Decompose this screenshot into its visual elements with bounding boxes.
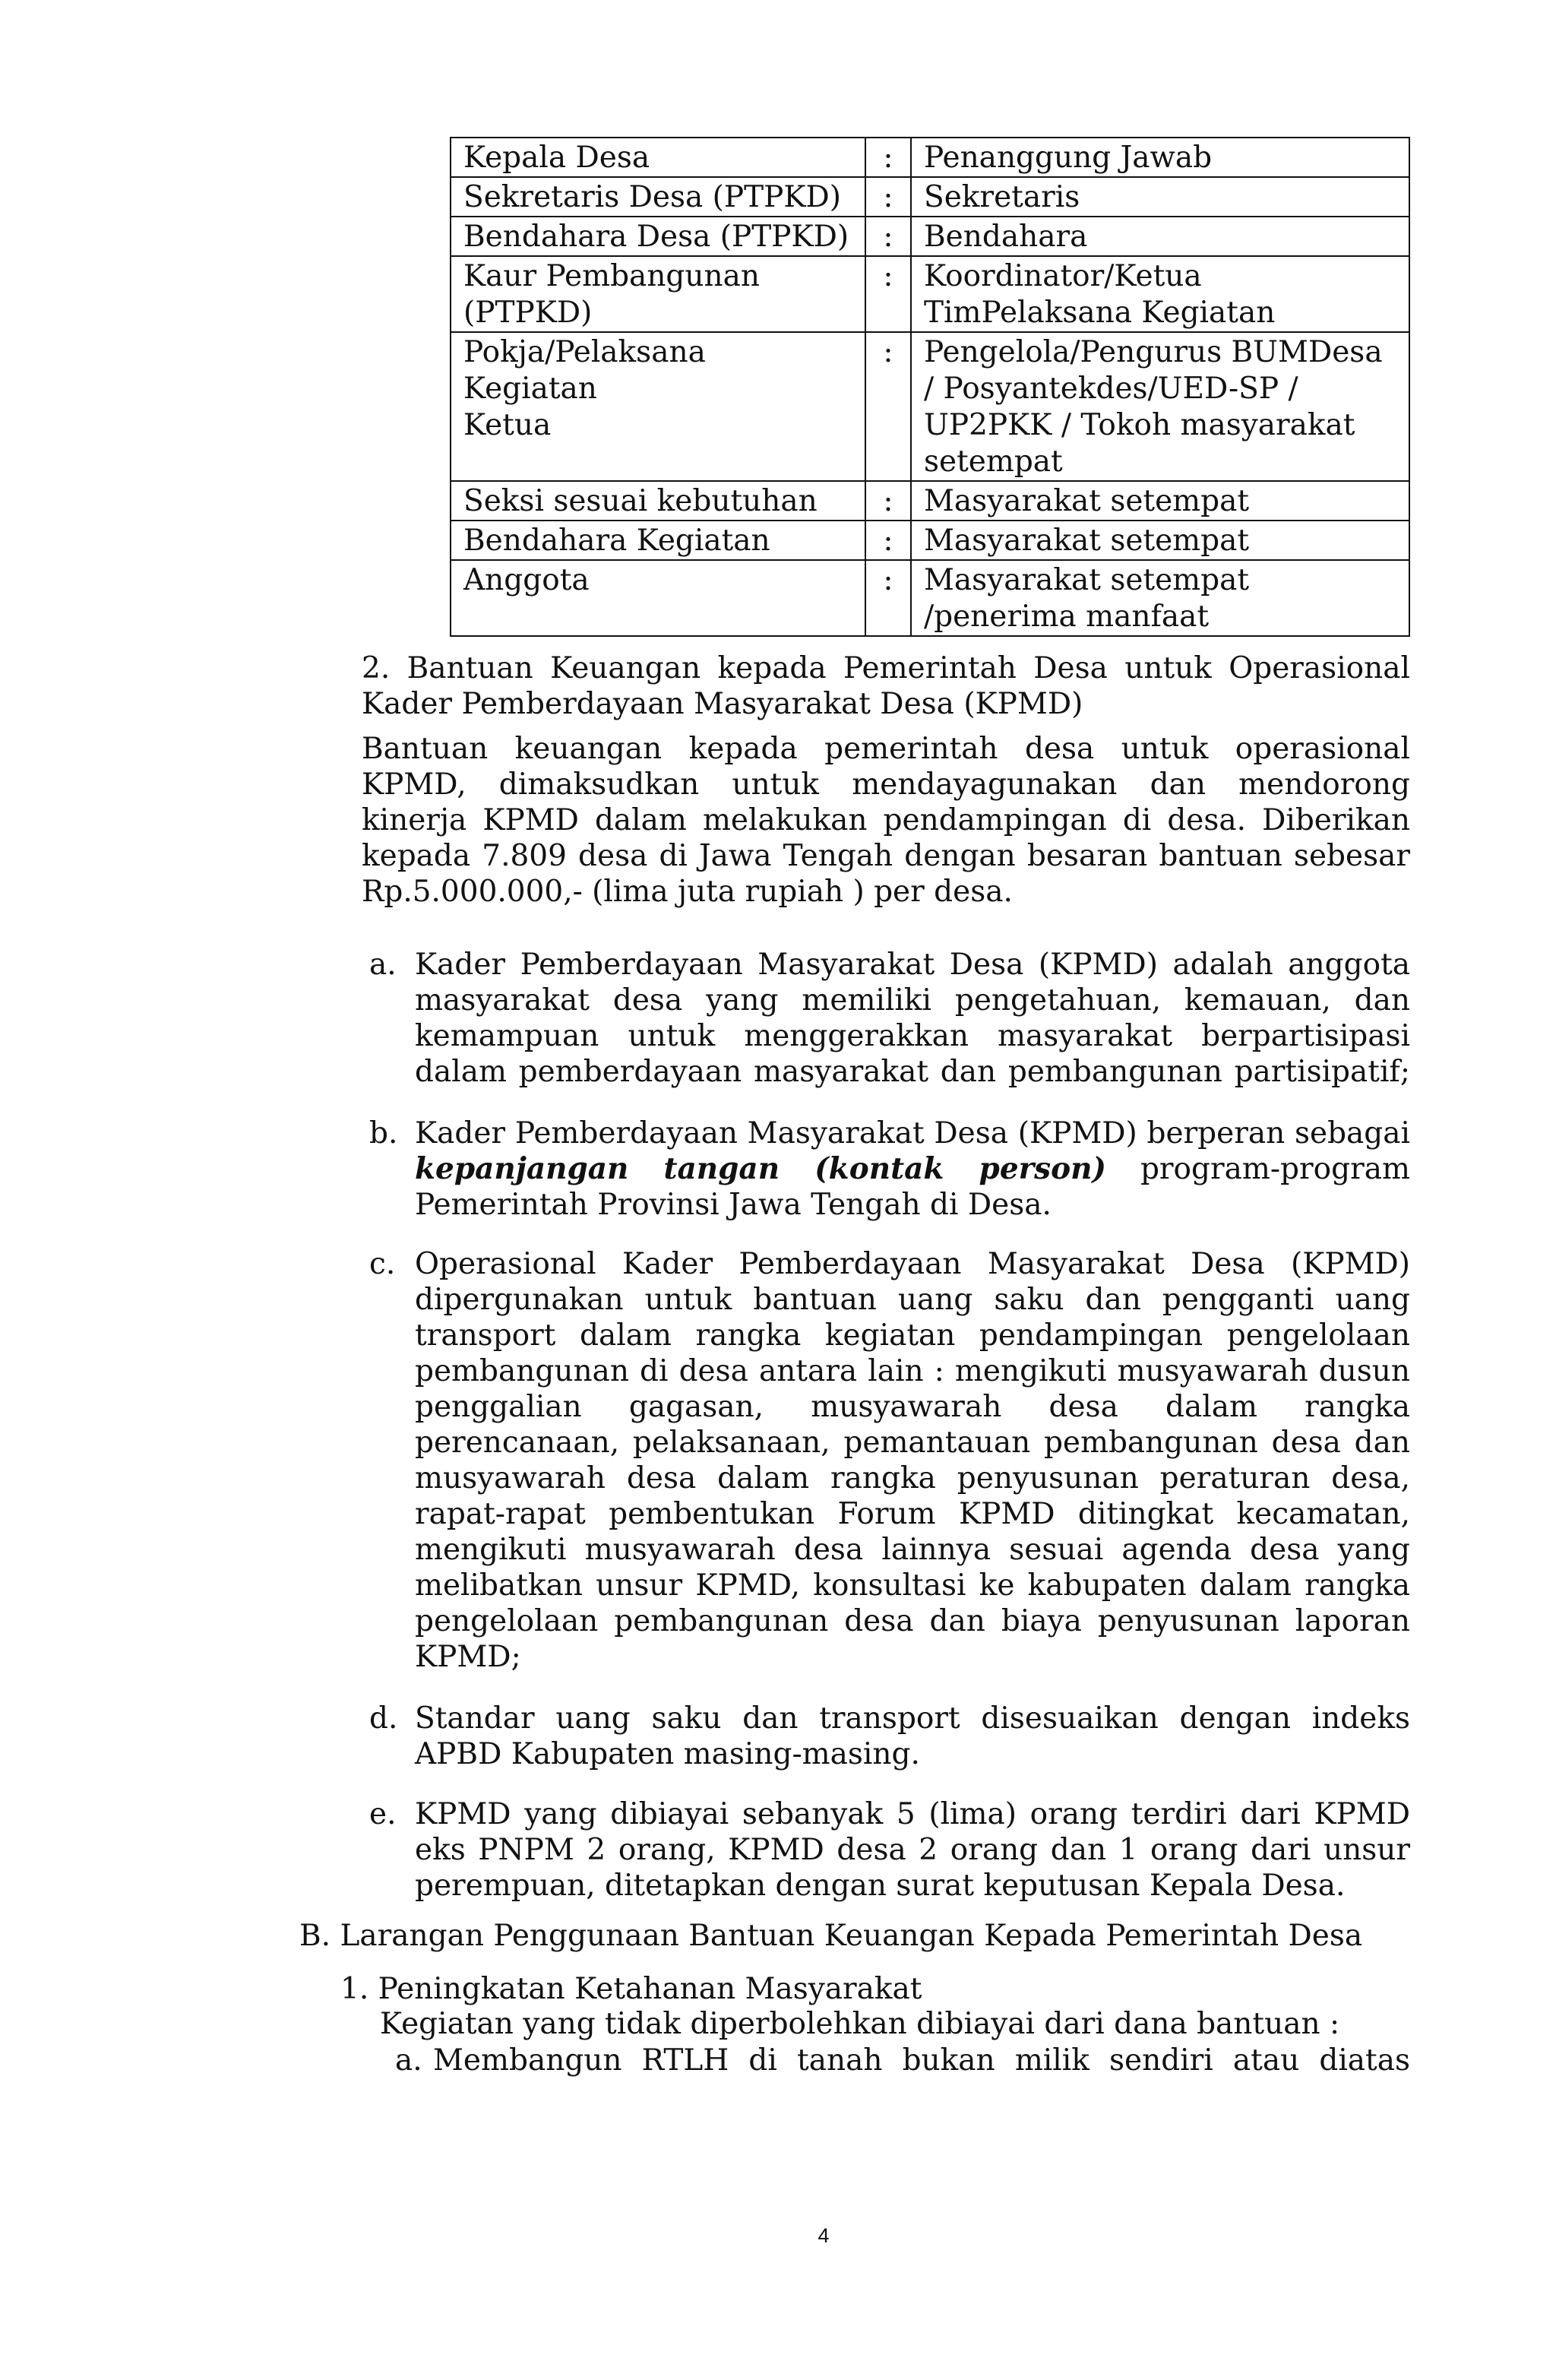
table-row [451,560,1409,636]
separator-cell: : [865,332,911,481]
section-b-heading: B. Larangan Penggunaan Bantuan Keuangan Kepada Pemerintah Desa [299,1919,1363,1953]
list-marker-d: d. [369,1701,398,1736]
table-row [451,521,1409,560]
list-item-a: Kader Pemberdayaan Masyarakat Desa (KPMD) adalah anggota masyarakat desa yang memiliki pengetahuan, kemauan, dan kemampuan untuk menggerakkan masyarakat berpartisipasi dalam pemberdayaan masyarakat dan pembangunan partisipatif; [415,948,1410,1089]
position-cell: Masyarakat setempat [911,521,1409,560]
table-row [451,177,1409,217]
list-item-d: Standar uang saku dan transport disesuaikan dengan indeks APBD Kabupaten masing-masing. [415,1701,1410,1771]
section-2-heading: 2. Bantuan Keuangan kepada Pemerintah Desa untuk Operasional Kader Pemberdayaan Masyarakat Desa (KPMD) [362,651,1410,721]
separator-cell: : [865,560,911,636]
role-cell: Kepala Desa [451,138,865,177]
list-marker-b: b. [369,1116,398,1150]
role-table [450,137,1410,637]
separator-cell: : [865,481,911,521]
list-item-b: Kader Pemberdayaan Masyarakat Desa (KPMD) berperan sebagai kepanjangan tangan (kontak person) program-program Pemerintah Provinsi Jawa Tengah di Desa. [415,1116,1410,1222]
list-item-b1a: Membangun RTLH di tanah bukan milik sendiri atau diatas [433,2043,1410,2078]
list-marker-b1a: a. [395,2043,422,2078]
separator-cell: : [865,138,911,177]
position-cell: Koordinator/Ketua TimPelaksana Kegiatan [911,256,1409,332]
separator-cell: : [865,177,911,217]
list-item-e: KPMD yang dibiayai sebanyak 5 (lima) orang terdiri dari KPMD eks PNPM 2 orang, KPMD desa 2 orang dan 1 orang dari unsur perempuan, ditetapkan dengan surat keputusan Kepala Desa. [415,1797,1410,1903]
role-cell: Pokja/Pelaksana Kegiatan Ketua [451,332,865,481]
position-cell: Bendahara [911,217,1409,256]
table-row [451,332,1409,481]
position-cell: Pengelola/Pengurus BUMDesa / Posyantekdes/UED-SP / UP2PKK / Tokoh masyarakat setempat [911,332,1409,481]
position-cell: Sekretaris [911,177,1409,217]
role-cell: Bendahara Desa (PTPKD) [451,217,865,256]
list-marker-e: e. [369,1797,397,1831]
emphasis-line: kepanjangan tangan (kontak person) program-program [415,1151,1410,1186]
position-cell: Masyarakat setempat /penerima manfaat [911,560,1409,636]
position-cell: Masyarakat setempat [911,481,1409,521]
table-row [451,256,1409,332]
table-row [451,217,1409,256]
section-b-subheading-1: 1. Peningkatan Ketahanan Masyarakat [340,1972,922,2006]
page-number: 4 [818,2224,830,2247]
list-marker-c: c. [369,1247,396,1281]
role-cell: Bendahara Kegiatan [451,521,865,560]
emphasis-text: kepanjangan tangan (kontak person) [415,1151,1106,1186]
list-item-c: Operasional Kader Pemberdayaan Masyarakat Desa (KPMD) dipergunakan untuk bantuan uang saku dan pengganti uang transport dalam rangka kegiatan pendampingan pengelolaan pembangunan di desa antara lain : mengikuti musyawarah dusun penggalian gagasan, musyawarah desa dalam rangka perencanaan, pelaksanaan, pemantauan pembangunan desa dan musyawarah desa dalam rangka penyusunan peraturan desa, rapat-rapat pembentukan Forum KPMD ditingkat kecamatan, mengikuti musyawarah desa lainnya sesuai agenda desa yang melibatkan unsur KPMD, konsultasi ke kabupaten dalam rangka pengelolaan pembangunan desa dan biaya penyusunan laporan KPMD; [415,1247,1410,1674]
separator-cell: : [865,256,911,332]
table-row [451,481,1409,521]
separator-cell: : [865,521,911,560]
role-cell: Sekretaris Desa (PTPKD) [451,177,865,217]
role-cell: Seksi sesuai kebutuhan [451,481,865,521]
role-cell: Kaur Pembangunan (PTPKD) [451,256,865,332]
role-cell: Anggota [451,560,865,636]
section-2-paragraph: Bantuan keuangan kepada pemerintah desa untuk operasional KPMD, dimaksudkan untuk mendayagunakan dan mendorong kinerja KPMD dalam melakukan pendampingan di desa. Diberikan kepada 7.809 desa di Jawa Tengah dengan besaran bantuan sebesar Rp.5.000.000,- (lima juta rupiah ) per desa. [362,732,1410,909]
table-row [451,138,1409,177]
section-b-intro: Kegiatan yang tidak diperbolehkan dibiayai dari dana bantuan : [380,2007,1340,2041]
position-cell: Penanggung Jawab [911,138,1409,177]
list-marker-a: a. [369,948,397,982]
separator-cell: : [865,217,911,256]
